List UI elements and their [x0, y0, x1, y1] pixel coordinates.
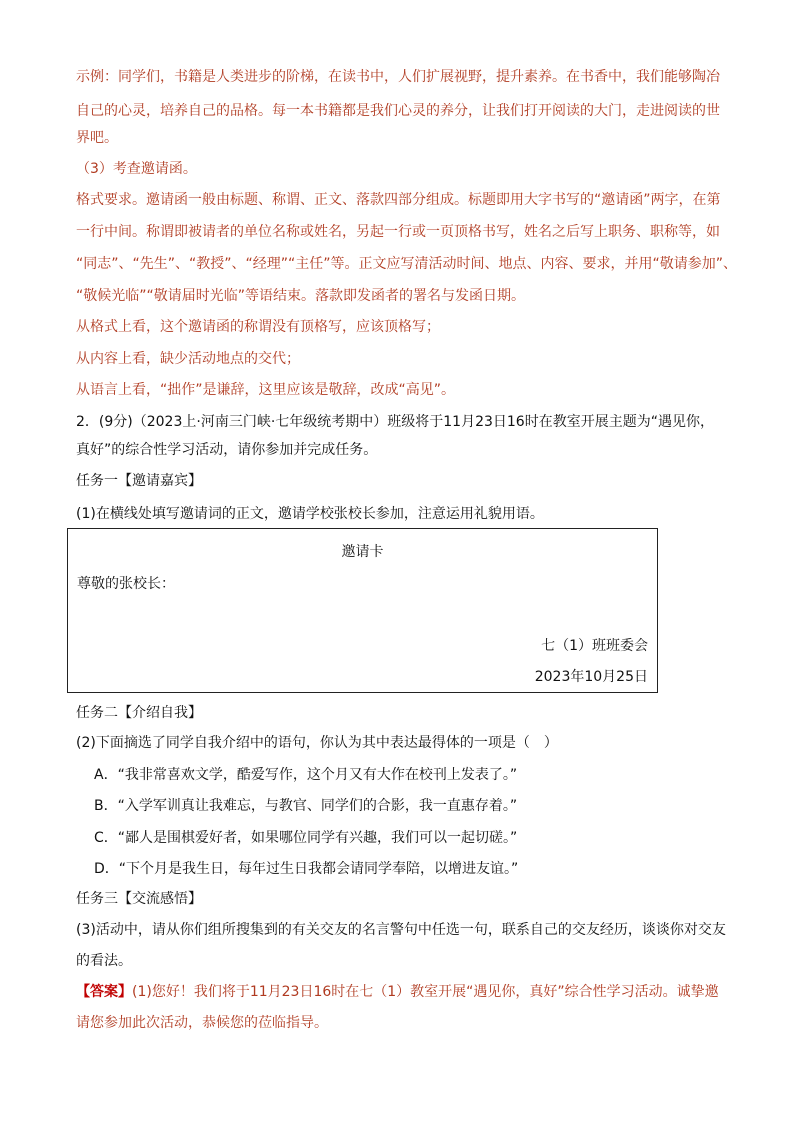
analysis-line-2: 从内容上看，缺少活动地点的交代；	[76, 351, 300, 367]
invitation-date: 2023年10月25日	[534, 669, 648, 685]
task1-title: 任务一【邀请嘉宾】	[76, 473, 202, 489]
option-a: A．“我非常喜欢文学，酷爱写作，这个月又有大作在校刊上发表了。”	[94, 767, 518, 783]
option-d: D．“下个月是我生日，每年过生日我都会请同学奉陪，以增进友谊。”	[94, 861, 519, 877]
format-line-1: 格式要求。邀请函一般由标题、称谓、正文、落款四部分组成。标题即用大字书写的“邀请函”两字，在第	[76, 192, 721, 208]
q3-heading: （3）考查邀请函。	[76, 161, 197, 177]
example-line-1: 示例：同学们，书籍是人类进步的阶梯，在读书中，人们扩展视野，提升素养。在书香中，我们能够陶冶	[76, 69, 720, 85]
invitation-signature: 七（1）班班委会	[541, 638, 648, 654]
analysis-line-3: 从语言上看，“拙作”是谦辞，这里应该是敬辞，改成“高见”。	[76, 382, 456, 398]
example-line-2: 自己的心灵，培养自己的品格。每一本书籍都是我们心灵的养分，让我们打开阅读的大门，走进阅读的世	[76, 103, 720, 119]
analysis-line-1: 从格式上看，这个邀请函的称谓没有顶格写，应该顶格写；	[76, 319, 440, 335]
task3-line-2: 的看法。	[76, 953, 132, 969]
task1-prompt: (1)在横线处填写邀请词的正文，邀请学校张校长参加，注意运用礼貌用语。	[76, 506, 544, 522]
answer-line-1	[76, 982, 726, 1002]
answer-text-1: (1)您好！我们将于11月23日16时在七（1）教室开展“遇见你，真好”综合性学习活动。诚挚邀	[132, 984, 719, 1000]
answer-line-2: 请您参加此次活动，恭候您的莅临指导。	[76, 1015, 328, 1031]
invitation-card	[67, 528, 658, 693]
task3-line-1: (3)活动中，请从你们组所搜集到的有关交友的名言警句中任选一句，联系自己的交友经历，谈谈你对交友	[76, 922, 726, 938]
format-line-4: “敬候光临”“敬请届时光临”等语结束。落款即发函者的署名与发函日期。	[76, 288, 526, 304]
option-c: C．“鄙人是围棋爱好者，如果哪位同学有兴趣，我们可以一起切磋。”	[94, 830, 518, 846]
q2-stem-line-2: 真好”的综合性学习活动，请你参加并完成任务。	[76, 442, 378, 458]
q2-stem-line-1: 2．(9分)（2023上·河南三门峡·七年级统考期中）班级将于11月23日16时在教室开展主题为“遇见你，	[76, 414, 714, 430]
invitation-card-title: 邀请卡	[341, 544, 384, 560]
example-line-3: 界吧。	[76, 130, 118, 146]
format-line-3: “同志”、“先生”、“教授”、“经理”“主任”等。正文应写清活动时间、地点、内容、要求，并用“敬请参加”、	[76, 256, 738, 272]
invitation-salutation: 尊敬的张校长：	[77, 576, 175, 592]
task2-prompt: (2)下面摘选了同学自我介绍中的语句，你认为其中表达最得体的一项是（ ）	[76, 735, 558, 751]
task2-title: 任务二【介绍自我】	[76, 705, 202, 721]
format-line-2: 一行中间。称谓即被请者的单位名称或姓名，另起一行或一页顶格书写，姓名之后写上职务、职称等，如	[76, 224, 720, 240]
option-b: B．“入学军训真让我难忘，与教官、同学们的合影，我一直惠存着。”	[94, 798, 518, 814]
task3-title: 任务三【交流感悟】	[76, 891, 202, 907]
answer-tag: 【答案】	[76, 984, 132, 1000]
